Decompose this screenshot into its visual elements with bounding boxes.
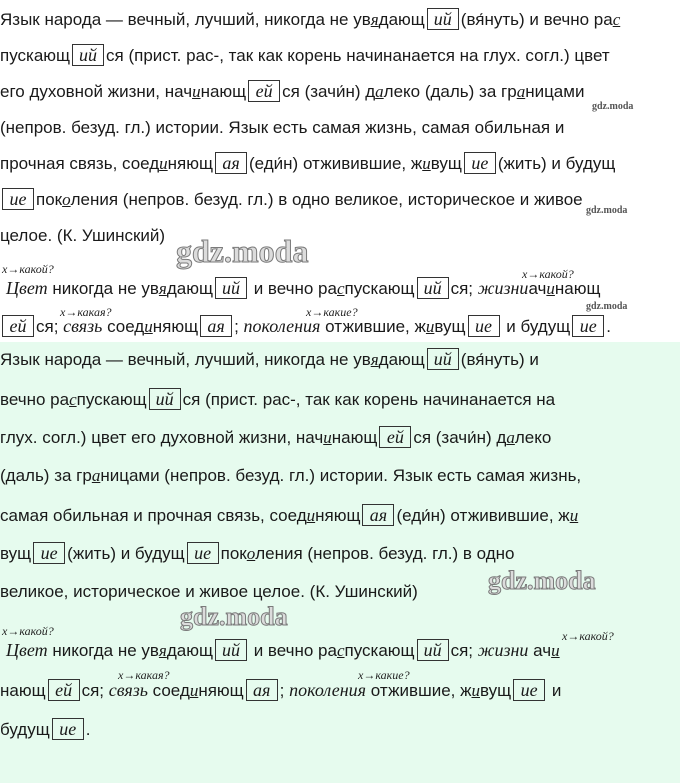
highlighted-letter: и <box>551 641 560 660</box>
text-line <box>0 638 560 663</box>
text: вущ <box>0 544 32 563</box>
highlighted-letter: с <box>612 10 621 29</box>
highlighted-letter: с <box>336 641 345 660</box>
ending-box: ей <box>379 426 411 448</box>
underlined-word: Цвет <box>6 278 48 298</box>
text: . <box>85 720 91 739</box>
text: Язык народа — вечный, лучший, никогда не ув <box>0 10 371 29</box>
text: целое. (К. Ушинский) <box>0 226 166 245</box>
text: ся (прист. рас-, так как корень начинанается на глух. согл.) цвет <box>106 46 610 65</box>
text: ления (непров. безуд. гл.) в одно великое, историческое и живое <box>70 190 583 209</box>
text: леко <box>514 428 552 447</box>
text: вечно ра <box>0 390 70 409</box>
ending-box: ий <box>417 277 449 299</box>
ending-box: ие <box>2 188 34 210</box>
text-line <box>0 388 555 412</box>
text-line <box>0 276 600 301</box>
text: (вя́нуть) и вечно ра <box>460 10 613 29</box>
text: дающ <box>378 350 425 369</box>
text: ницами (непров. безуд. гл.) истории. Язык есть самая жизнь, <box>100 466 582 485</box>
highlighted-letter: с <box>69 390 77 409</box>
text: ницами <box>525 82 585 101</box>
ending-box: ие <box>468 315 500 337</box>
text: пок <box>36 190 63 209</box>
ending-box: ие <box>464 152 496 174</box>
text: няющ <box>198 681 244 700</box>
ending-box: ий <box>149 388 181 410</box>
highlighted-letter: и <box>192 82 201 101</box>
question-note: х→какой? <box>2 262 54 276</box>
text: ; <box>234 317 239 336</box>
question-note: х→какая? <box>60 305 112 319</box>
text: ления (непров. безуд. гл.) в одно <box>255 544 515 563</box>
text-line <box>0 542 515 566</box>
text: его духовной жизни, нач <box>0 82 193 101</box>
text-line <box>0 426 551 450</box>
text-line <box>0 80 584 104</box>
text: (даль) за гр <box>0 466 92 485</box>
text: соед <box>152 681 190 700</box>
text: ся (прист. рас-, так как корень начинанается на <box>182 390 556 409</box>
highlighted-letter: о <box>246 544 256 563</box>
highlighted-letter: и <box>323 428 332 447</box>
text: няющ <box>167 154 214 173</box>
question-note: х→какая? <box>118 668 170 682</box>
text: няющ <box>315 506 361 525</box>
text: и вечно ра <box>253 279 337 298</box>
underlined-word: связь <box>63 316 103 336</box>
text: никогда не ув <box>52 641 159 660</box>
highlighted-letter: и <box>306 506 316 525</box>
text: нающ <box>0 681 46 700</box>
text-line <box>0 464 581 488</box>
underlined-word: поколения <box>243 316 321 336</box>
question-note: х→какие? <box>358 668 410 682</box>
text: дающ <box>378 10 425 29</box>
text: (еди́н) отживившие, ж <box>396 506 570 525</box>
text: (жить) и будущ <box>67 544 185 563</box>
text: пок <box>220 544 247 563</box>
text: ся; <box>450 279 473 298</box>
answer-block-1 <box>0 0 680 342</box>
ending-box: ая <box>215 152 247 174</box>
text: пускающ <box>0 46 71 65</box>
watermark-logo: gdz.moda <box>592 101 634 112</box>
ending-box: ая <box>200 315 232 337</box>
text: самая обильная и прочная связь, соед <box>0 506 307 525</box>
ending-box: ий <box>215 277 247 299</box>
ending-box: ий <box>72 44 104 66</box>
text: ся; <box>36 317 59 336</box>
underlined-word: связь <box>108 680 148 700</box>
text-line <box>0 314 611 339</box>
highlighted-letter: и <box>144 317 153 336</box>
underlined-word: Цвет <box>6 640 48 660</box>
text: пускающ <box>344 279 415 298</box>
highlighted-letter: а <box>516 82 526 101</box>
underlined-word: поколения <box>289 680 366 700</box>
question-note: х→какой? <box>2 624 54 638</box>
text: будущ <box>0 720 50 739</box>
highlighted-letter: и <box>546 279 555 298</box>
text: дающ <box>166 641 213 660</box>
text-line <box>0 8 620 32</box>
text-line <box>0 44 610 68</box>
text: ся (зачи́н) д <box>282 82 376 101</box>
text: (еди́н) отживившие, ж <box>249 154 423 173</box>
text: отжившие, ж <box>370 681 472 700</box>
ending-box: ей <box>48 679 80 701</box>
watermark-logo: gdz.moda <box>488 566 596 595</box>
text: (непров. безуд. гл.) истории. Язык есть самая жизнь, самая обильная и <box>0 118 565 137</box>
ending-box: ие <box>572 315 604 337</box>
ending-box: ие <box>33 542 65 564</box>
highlighted-letter: я <box>158 279 167 298</box>
ending-box: ие <box>187 542 219 564</box>
ending-box: ая <box>362 504 394 526</box>
text: нающ <box>331 428 378 447</box>
text-line <box>0 188 583 212</box>
highlighted-letter: и <box>425 317 435 336</box>
text-line <box>0 348 539 372</box>
text: вущ <box>434 317 466 336</box>
watermark-logo: gdz.moda <box>180 602 288 631</box>
question-note: х→какие? <box>306 305 358 319</box>
text: ач <box>533 641 552 660</box>
highlighted-letter: а <box>506 428 515 447</box>
ending-box: ие <box>513 679 545 701</box>
text-line <box>0 152 615 176</box>
ending-box: ая <box>246 679 278 701</box>
text: никогда не ув <box>52 279 159 298</box>
text: ся; <box>450 641 473 660</box>
text: ся (зачи́н) д <box>413 428 507 447</box>
text: ; <box>279 681 285 700</box>
text-line <box>0 504 578 528</box>
text: и вечно ра <box>253 641 337 660</box>
text: вущ <box>430 154 462 173</box>
text: нающ <box>554 279 601 298</box>
text: нающ <box>200 82 247 101</box>
watermark-logo: gdz.moda <box>176 233 309 269</box>
text: ся; <box>81 681 105 700</box>
text-line <box>0 718 90 742</box>
text-line <box>0 224 165 248</box>
highlighted-letter: я <box>158 641 167 660</box>
ending-box: ие <box>52 718 84 740</box>
text-line <box>0 116 564 140</box>
text: (вя́нуть) и <box>460 350 539 369</box>
highlighted-letter: я <box>370 350 379 369</box>
highlighted-letter: и <box>422 154 431 173</box>
highlighted-letter: и <box>189 681 199 700</box>
underlined-word: жизни <box>477 640 529 660</box>
ending-box: ий <box>215 639 247 661</box>
ending-box: ий <box>427 348 459 370</box>
text: великое, историческое и живое целое. (К. Ушинский) <box>0 582 418 601</box>
text: пускающ <box>76 390 147 409</box>
highlighted-letter: я <box>370 10 379 29</box>
text: дающ <box>166 279 213 298</box>
text: и будущ <box>506 317 571 336</box>
text: Язык народа — вечный, лучший, никогда не ув <box>0 350 371 369</box>
text: ач <box>528 279 547 298</box>
watermark-logo: gdz.moda <box>586 301 628 312</box>
answer-block-2 <box>0 342 680 783</box>
text: няющ <box>152 317 199 336</box>
text: леко (даль) за гр <box>383 82 517 101</box>
ending-box: ий <box>427 8 459 30</box>
text: прочная связь, соед <box>0 154 160 173</box>
text: глух. согл.) цвет его духовной жизни, нач <box>0 428 324 447</box>
text-line <box>0 678 561 703</box>
text: вущ <box>479 681 512 700</box>
text: . <box>606 317 611 336</box>
highlighted-letter: а <box>375 82 384 101</box>
highlighted-letter: о <box>62 190 71 209</box>
ending-box: ий <box>417 639 449 661</box>
question-note: х→какой? <box>562 629 614 643</box>
text: и <box>551 681 562 700</box>
highlighted-letter: с <box>336 279 345 298</box>
highlighted-letter: и <box>471 681 480 700</box>
text: отжившие, ж <box>325 317 426 336</box>
question-note: х→какой? <box>522 267 574 281</box>
ending-box: ей <box>2 315 34 337</box>
text: соед <box>107 317 145 336</box>
text: (жить) и будущ <box>497 154 616 173</box>
highlighted-letter: и <box>159 154 168 173</box>
text: пускающ <box>344 641 415 660</box>
ending-box: ей <box>248 80 280 102</box>
highlighted-letter: и <box>569 506 579 525</box>
underlined-word: жизни <box>477 278 529 298</box>
highlighted-letter: а <box>91 466 101 485</box>
watermark-logo: gdz.moda <box>586 205 628 216</box>
